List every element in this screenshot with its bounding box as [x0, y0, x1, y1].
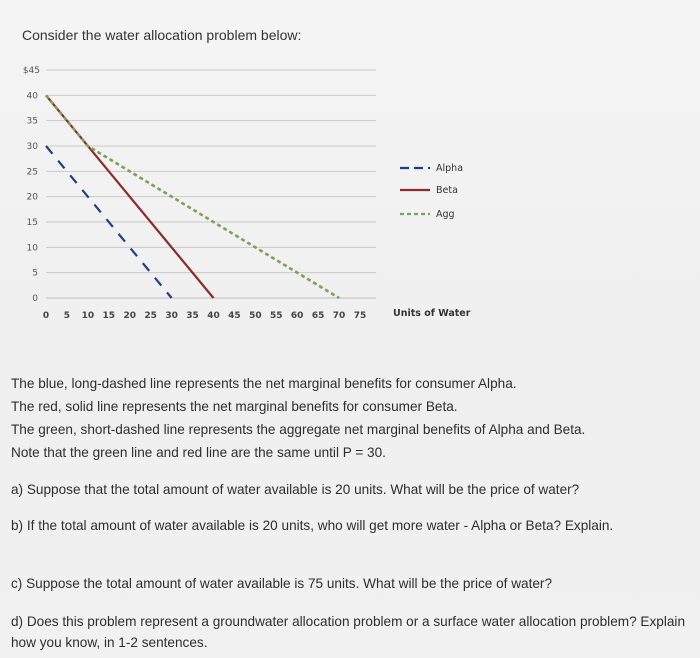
y-tick-label: 15: [26, 218, 38, 228]
legend: [400, 163, 463, 220]
x-tick-label: 45: [228, 311, 241, 321]
y-tick-label: 20: [26, 192, 38, 203]
x-tick-label: 20: [123, 311, 136, 321]
y-ticks: [27, 91, 39, 304]
x-tick-label: 35: [186, 311, 199, 321]
question-b: [11, 515, 691, 536]
legend-label-agg: Agg: [436, 209, 455, 220]
question-a: [11, 479, 691, 500]
y-tick-label: 25: [26, 167, 38, 178]
y-tick-label: 5: [32, 268, 38, 279]
question-c-text: c) Suppose the total amount of water available is 75 units. What will be the price of water?: [11, 576, 553, 591]
description: [11, 372, 691, 464]
description-line-beta: The red, solid line represents the net marginal benefits for consumer Beta.: [11, 399, 458, 414]
x-tick-label: 50: [249, 311, 262, 321]
question-c: [11, 573, 691, 594]
question-d-text: d) Does this problem represent a groundwater allocation problem or a surface water allocation problem? Explain how you know, in 1-2 sentences.: [11, 614, 685, 650]
x-tick-label: 75: [353, 311, 367, 321]
legend-label-beta: Beta: [436, 185, 458, 196]
intro-text: Consider the water allocation problem below:: [22, 27, 302, 43]
x-tick-label: 15: [102, 311, 116, 321]
y-top-label: $45: [22, 66, 40, 76]
description-line-alpha: The blue, long-dashed line represents the net marginal benefits for consumer Alpha.: [11, 376, 517, 391]
x-tick-label: 0: [42, 311, 50, 321]
x-tick-label: 60: [290, 311, 304, 321]
x-tick-label: 55: [270, 311, 283, 321]
x-ticks: [43, 311, 366, 321]
x-tick-label: 40: [207, 311, 220, 321]
x-tick-label: 65: [311, 311, 325, 321]
question-a-text: a) Suppose that the total amount of water available is 20 units. What will be the price of water?: [11, 482, 580, 497]
description-line-agg: The green, short-dashed line represents the aggregate net marginal benefits of Alpha and Beta.: [11, 422, 586, 437]
y-tick-label: 10: [26, 243, 38, 254]
x-tick-label: 5: [63, 311, 71, 321]
description-line-note: Note that the green line and red line are the same until P = 30.: [11, 445, 386, 460]
legend-label-alpha: Alpha: [436, 163, 464, 174]
y-tick-label: 0: [32, 294, 38, 304]
question-b-text: b) If the total amount of water available is 20 units, who will get more water - Alpha or Beta? Explain.: [11, 518, 614, 533]
x-tick-label: 10: [81, 311, 95, 321]
x-tick-label: 30: [165, 311, 178, 321]
y-tick-label: 30: [26, 142, 38, 152]
grid: [46, 70, 376, 298]
x-tick-label: 25: [144, 311, 157, 321]
y-tick-label: 40: [26, 91, 38, 102]
y-tick-label: 35: [26, 116, 38, 127]
x-axis-label: Units of Water: [393, 308, 471, 319]
question-d: [11, 611, 691, 653]
x-tick-label: 70: [332, 311, 346, 321]
